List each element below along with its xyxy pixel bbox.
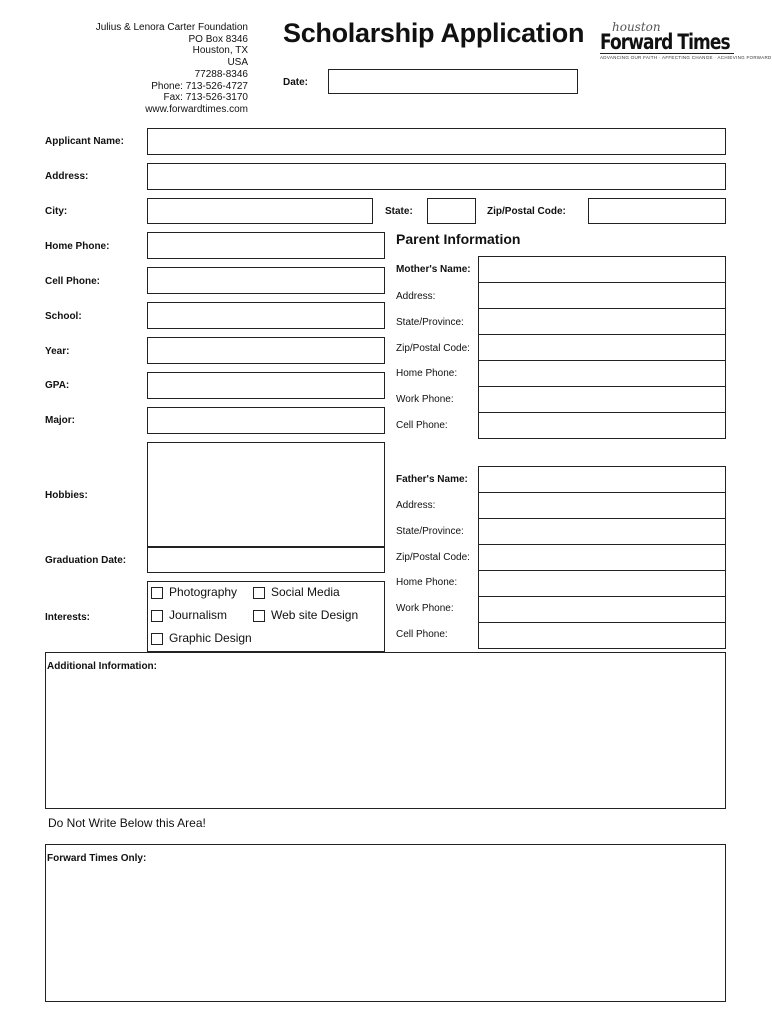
father-cell-phone-label: Cell Phone: xyxy=(396,629,448,640)
address-line: Julius & Lenora Carter Foundation xyxy=(95,22,248,33)
father-home-phone-label: Home Phone: xyxy=(396,577,458,588)
major-field[interactable] xyxy=(147,407,385,434)
state-label: State: xyxy=(385,206,413,217)
mother-state-label: State/Province: xyxy=(396,317,464,328)
mother-zip-field[interactable] xyxy=(478,334,726,361)
web-design-label: Web site Design xyxy=(271,608,359,622)
applicant-name-label: Applicant Name: xyxy=(45,136,124,147)
hobbies-field[interactable] xyxy=(147,442,385,547)
home-phone-field[interactable] xyxy=(147,232,385,259)
address-line: PO Box 8346 xyxy=(188,33,248,45)
mother-cell-phone-label: Cell Phone: xyxy=(396,420,448,431)
cell-phone-label: Cell Phone: xyxy=(45,276,101,287)
mother-home-phone-field[interactable] xyxy=(478,360,726,387)
mother-address-label: Address: xyxy=(396,291,436,302)
gpa-field[interactable] xyxy=(147,372,385,399)
mother-name-field[interactable] xyxy=(478,256,726,283)
cell-phone-field[interactable] xyxy=(147,267,385,294)
city-field[interactable] xyxy=(147,198,373,224)
father-zip-field[interactable] xyxy=(478,544,726,571)
father-state-field[interactable] xyxy=(478,518,726,545)
graphic-design-label: Graphic Design xyxy=(169,631,252,645)
home-phone-label: Home Phone: xyxy=(45,241,110,252)
additional-information-label: Additional Information: xyxy=(47,661,157,672)
date-field[interactable] xyxy=(328,69,578,94)
father-work-phone-field[interactable] xyxy=(478,596,726,623)
address-line: www.forwardtimes.com xyxy=(145,103,248,115)
father-address-field[interactable] xyxy=(478,492,726,519)
father-home-phone-field[interactable] xyxy=(478,570,726,597)
mother-zip-label: Zip/Postal Code: xyxy=(396,343,470,354)
applicant-name-field[interactable] xyxy=(147,128,726,155)
zip-field[interactable] xyxy=(588,198,726,224)
school-label: School: xyxy=(45,311,82,322)
father-cell-phone-field[interactable] xyxy=(478,622,726,649)
major-label: Major: xyxy=(45,415,75,426)
foundation-address xyxy=(96,22,248,116)
social-media-checkbox[interactable] xyxy=(253,587,265,599)
hobbies-label: Hobbies: xyxy=(45,490,88,501)
logo-name: Forward Times xyxy=(600,30,730,54)
father-zip-label: Zip/Postal Code: xyxy=(396,552,470,563)
city-label: City: xyxy=(45,206,68,217)
address-line: USA xyxy=(227,57,248,69)
state-field[interactable] xyxy=(427,198,476,224)
page-title: Scholarship Application xyxy=(283,18,585,48)
office-use-label: Forward Times Only: xyxy=(47,853,147,864)
mother-state-field[interactable] xyxy=(478,308,726,335)
additional-information-field[interactable] xyxy=(45,652,726,809)
parent-information-heading: Parent Information xyxy=(396,231,521,247)
gpa-label: GPA: xyxy=(45,380,70,391)
father-state-label: State/Province: xyxy=(396,526,464,537)
address-line: 77288-8346 xyxy=(194,68,248,80)
mother-cell-phone-field[interactable] xyxy=(478,412,726,439)
address-field[interactable] xyxy=(147,163,726,190)
address-line: Houston, TX xyxy=(192,45,248,57)
school-field[interactable] xyxy=(147,302,385,329)
mother-name-label: Mother's Name: xyxy=(396,264,471,275)
mother-work-phone-field[interactable] xyxy=(478,386,726,413)
photography-checkbox[interactable] xyxy=(151,587,163,599)
journalism-label: Journalism xyxy=(169,608,228,622)
mother-work-phone-label: Work Phone: xyxy=(396,394,454,405)
graduation-date-field[interactable] xyxy=(147,547,385,573)
address-line: Phone: 713-526-4727 xyxy=(151,80,248,92)
journalism-checkbox[interactable] xyxy=(151,610,163,622)
year-label: Year: xyxy=(45,346,70,357)
graphic-design-checkbox[interactable] xyxy=(151,633,163,645)
address-label: Address: xyxy=(45,171,89,182)
photography-label: Photography xyxy=(169,585,238,599)
date-label: Date: xyxy=(283,77,309,88)
father-address-label: Address: xyxy=(396,500,436,511)
logo-tagline: ADVANCING OUR FAITH · AFFECTING CHANGE · ACHIEVING FORWARD xyxy=(600,55,772,60)
year-field[interactable] xyxy=(147,337,385,364)
zip-label: Zip/Postal Code: xyxy=(487,206,566,217)
mother-home-phone-label: Home Phone: xyxy=(396,368,458,379)
forward-times-logo xyxy=(598,20,772,62)
graduation-date-label: Graduation Date: xyxy=(45,555,127,566)
do-not-write-note: Do Not Write Below this Area! xyxy=(48,816,206,830)
web-design-checkbox[interactable] xyxy=(253,610,265,622)
interests-label: Interests: xyxy=(45,612,91,623)
mother-address-field[interactable] xyxy=(478,282,726,309)
father-work-phone-label: Work Phone: xyxy=(396,603,454,614)
father-name-label: Father's Name: xyxy=(396,474,468,485)
father-name-field[interactable] xyxy=(478,466,726,493)
logo-script-text: houston xyxy=(612,20,661,34)
address-line: Fax: 713-526-3170 xyxy=(163,92,248,104)
office-use-area xyxy=(45,844,726,1002)
social-media-label: Social Media xyxy=(271,585,340,599)
